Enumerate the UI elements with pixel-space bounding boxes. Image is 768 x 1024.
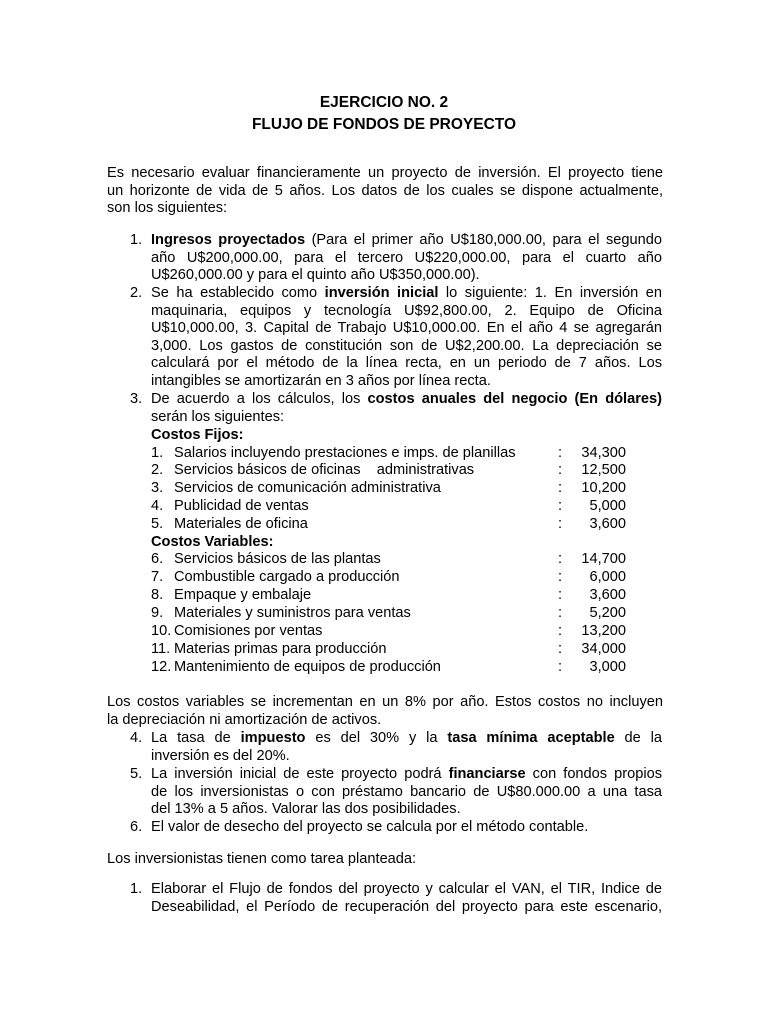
cost-row: 1. Salarios incluyendo prestaciones e imps. de planillas : 34,300: [151, 445, 626, 461]
item-line: La tasa de impuesto es del 30% y la tasa mínima aceptable de la: [151, 730, 662, 746]
cost-row: 8. Empaque y embalaje : 3,600: [151, 587, 626, 603]
bold-term: costos anuales del negocio (En dólares): [367, 391, 662, 407]
item-line: inversión es del 20%.: [151, 747, 290, 764]
item-line: U$10,000.00, 3. Capital de Trabajo U$10,000.00. En el año 4 se agregarán: [151, 320, 662, 337]
item-line: maquinaria, equipos y tecnología U$92,800.00, 2. Equipo de Oficina: [151, 302, 662, 319]
bold-term: impuesto: [240, 730, 306, 746]
item-line: de los inversionistas o con préstamo bancario de U$80.000.00 a una tasa: [151, 783, 662, 800]
cost-row: 11. Materias primas para producción : 34,000: [151, 641, 626, 657]
item-line: intangibles se amortizarán en 3 años por línea recta.: [151, 372, 491, 389]
task-item: [151, 881, 662, 916]
bold-term: Ingresos proyectados: [151, 232, 306, 248]
list-number: 4.: [130, 730, 143, 746]
note-line: la depreciación ni amortización de activos.: [107, 711, 382, 728]
item-line: U$260,000.00 y para el quinto año U$350,000.00).: [151, 267, 480, 284]
cost-row: 4. Publicidad de ventas : 5,000: [151, 498, 626, 514]
list-number: 1.: [130, 232, 143, 248]
intro-line: un horizonte de vida de 5 años. Los datos de los cuales se dispone actualmente,: [107, 182, 663, 199]
list-number: 5.: [130, 766, 143, 782]
list-item-costos: [151, 391, 662, 426]
cost-row: 2. Servicios básicos de oficinas administrativas : 12,500: [151, 462, 626, 478]
bold-term: tasa mínima aceptable: [447, 730, 615, 746]
exercise-subtitle: FLUJO DE FONDOS DE PROYECTO: [251, 116, 517, 133]
list-item-financiamiento: [151, 766, 662, 819]
bold-term: financiarse: [448, 766, 526, 782]
note-line: Los costos variables se incrementan en un 8% por año. Estos costos no incluyen: [107, 694, 663, 710]
list-number: 3.: [130, 391, 143, 407]
cost-row: 12. Mantenimiento de equipos de producción : 3,000: [151, 659, 626, 675]
item-line: Ingresos proyectados (Para el primer año U$180,000.00, para el segundo: [151, 232, 662, 248]
exercise-title: EJERCICIO NO. 2: [319, 94, 449, 111]
item-line: 3,000. Los gastos de constitución son de U$2,200.00. La depreciación se: [151, 337, 662, 354]
cost-row: 9. Materiales y suministros para ventas : 5,200: [151, 605, 626, 621]
intro-line: son los siguientes:: [107, 200, 228, 217]
bold-term: inversión inicial: [324, 285, 439, 301]
item-line: año U$200,000.00, para el tercero U$220,000.00, para el cuarto año: [151, 249, 662, 266]
item-line: calculará por el método de la línea recta, en un periodo de 7 años. Los: [151, 355, 662, 372]
intro-line: Es necesario evaluar financieramente un proyecto de inversión. El proyecto tiene: [107, 165, 663, 181]
variable-cost-note: [107, 694, 663, 729]
list-item-inversion: [151, 285, 662, 391]
cost-row: 5. Materiales de oficina : 3,600: [151, 516, 626, 532]
list-number: 6.: [130, 819, 143, 835]
item-line: El valor de desecho del proyecto se calcula por el método contable.: [151, 819, 589, 835]
item-line: serán los siguientes:: [151, 408, 285, 425]
list-number: 1.: [130, 881, 143, 897]
item-line: Deseabilidad, el Período de recuperación del proyecto para este escenario,: [151, 898, 662, 915]
list-item-ingresos: [151, 232, 662, 285]
variable-costs-heading: Costos Variables:: [151, 534, 274, 550]
item-line: La inversión inicial de este proyecto podrá financiarse con fondos propios: [151, 766, 662, 782]
cost-row: 3. Servicios de comunicación administrativa : 10,200: [151, 480, 626, 496]
item-line: Se ha establecido como inversión inicial lo siguiente: 1. En inversión en: [151, 285, 662, 301]
cost-row: 6. Servicios básicos de las plantas : 14,700: [151, 551, 626, 567]
cost-row: 7. Combustible cargado a producción : 6,000: [151, 569, 626, 585]
cost-row: 10. Comisiones por ventas : 13,200: [151, 623, 626, 639]
item-line: Elaborar el Flujo de fondos del proyecto y calcular el VAN, el TIR, Indice de: [151, 881, 662, 897]
item-line: del 13% a 5 años. Valorar las dos posibilidades.: [151, 801, 461, 818]
list-item-impuesto: [151, 730, 662, 765]
list-item-desecho: [151, 819, 662, 837]
item-line: De acuerdo a los cálculos, los costos anuales del negocio (En dólares): [151, 391, 662, 407]
list-number: 2.: [130, 285, 143, 301]
task-intro: Los inversionistas tienen como tarea planteada:: [107, 851, 417, 867]
fixed-costs-heading: Costos Fijos:: [151, 427, 244, 443]
intro-paragraph: [107, 165, 663, 218]
